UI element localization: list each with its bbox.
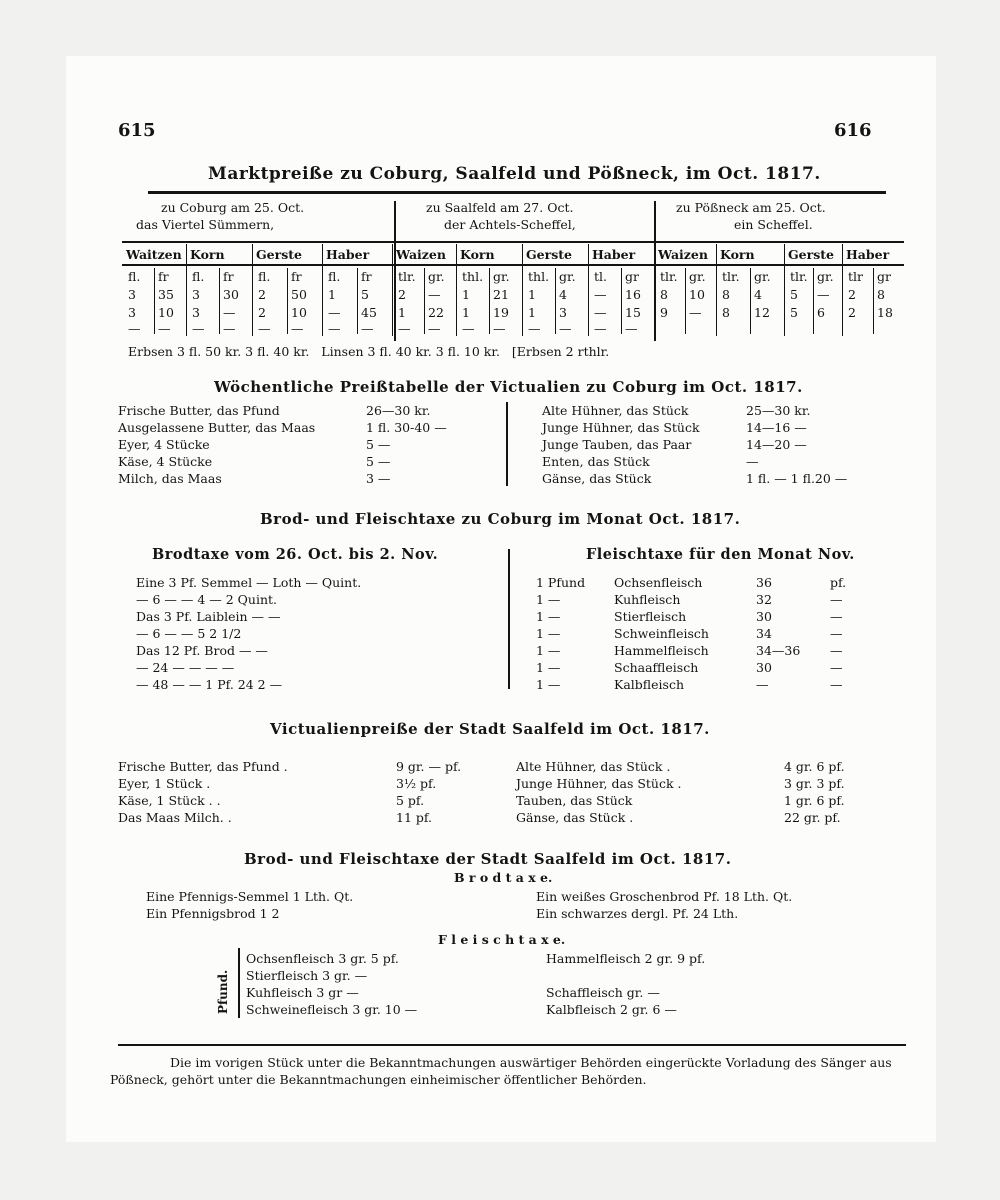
grain-header-cell: Gerste: [256, 247, 302, 262]
brodtaxe-row: Das 12 Pf. Brod — —: [136, 643, 268, 658]
table-cell: 1: [528, 287, 536, 302]
table-cell: 16: [625, 287, 641, 302]
fleisch-qty: 1 —: [536, 626, 561, 641]
price-value: 4 gr. 6 pf.: [784, 759, 845, 774]
fleisch-item: Hammelfleisch: [614, 643, 709, 658]
list-item-price: —: [746, 454, 759, 469]
fleisch-price: 36: [756, 575, 772, 590]
table-cell: 15: [625, 305, 641, 320]
grain-header-cell: Waizen: [396, 247, 446, 262]
column-rule: [322, 244, 323, 336]
price-item: Alte Hühner, das Stück .: [516, 759, 671, 774]
brodtaxe-row: — 48 — — 1 Pf. 24 2 —: [136, 677, 283, 692]
fleisch-qty: 1 —: [536, 592, 561, 607]
table-cell: 1: [462, 287, 470, 302]
table-cell: gr: [625, 269, 639, 284]
fleisch-item: Kalbfleisch: [614, 677, 684, 692]
grain-rule: [122, 264, 904, 266]
price-value: 5 pf.: [396, 793, 425, 808]
fleisch-unit: —: [830, 677, 843, 692]
fleisch-item: Stierfleisch: [614, 609, 687, 624]
column-rule: [186, 244, 187, 336]
fleisch-item: Schaaffleisch: [614, 660, 699, 675]
table-cell: 10: [689, 287, 705, 302]
price-item: Gänse, das Stück .: [516, 810, 634, 825]
fleischtaxe-subheading: F l e i s c h t a x e.: [438, 932, 566, 947]
grain-header-cell: Waizen: [658, 247, 708, 262]
table-cell: 35: [158, 287, 174, 302]
coburg-tax-title: Brod- und Fleischtaxe zu Coburg im Monat Oct. 1817.: [260, 510, 741, 528]
table-cell: —: [428, 287, 441, 302]
saalfeld-prices-title: Victualienpreiße der Stadt Saalfeld im Oct. 1817.: [270, 720, 710, 738]
brod-row-left: Ein Pfennigsbrod 1 2: [146, 906, 280, 921]
fleisch-item: Kuhfleisch: [614, 592, 681, 607]
table-cell: 3: [128, 305, 136, 320]
fleisch-qty: 1 —: [536, 643, 561, 658]
table-cell: 2: [398, 287, 406, 302]
fleisch-qty: 1 —: [536, 609, 561, 624]
table-cell: fl.: [328, 269, 341, 284]
subcolumn-rule: [219, 268, 220, 334]
fleisch-unit: pf.: [830, 575, 847, 590]
table-cell: gr.: [689, 269, 706, 284]
group-header-line2: das Viertel Sümmern,: [136, 217, 275, 232]
table-cell: 9: [660, 305, 668, 320]
subcolumn-rule: [154, 268, 155, 334]
table-cell: —: [462, 321, 475, 336]
table-cell: fr: [158, 269, 169, 284]
price-item: Käse, 1 Stück . .: [118, 793, 221, 808]
list-item-label: Käse, 4 Stücke: [118, 454, 213, 469]
price-value: 3½ pf.: [396, 776, 437, 791]
table-cell: 3: [559, 305, 567, 320]
table-cell: —: [328, 305, 341, 320]
table-cell: 5: [790, 305, 798, 320]
table-cell: gr.: [817, 269, 834, 284]
column-rule: [784, 244, 785, 336]
brodtaxe-row: — 24 — — — —: [136, 660, 235, 675]
table-cell: —: [223, 305, 236, 320]
fleisch-right-row: Schaffleisch gr. —: [546, 985, 660, 1000]
group-header-line1: zu Pößneck am 25. Oct.: [676, 200, 826, 215]
table-cell: fl.: [192, 269, 205, 284]
list-item-price: 14—16 —: [746, 420, 807, 435]
list-item-label: Enten, das Stück: [542, 454, 650, 469]
subcolumn-rule: [555, 268, 556, 334]
fleisch-unit: —: [830, 592, 843, 607]
table-cell: tlr: [848, 269, 863, 284]
fleisch-qty: 1 —: [536, 660, 561, 675]
price-item: Junge Hühner, das Stück .: [516, 776, 682, 791]
table-cell: 3: [192, 287, 200, 302]
list-item-label: Milch, das Maas: [118, 471, 222, 486]
fleisch-unit: —: [830, 660, 843, 675]
table-cell: 8: [877, 287, 885, 302]
tax-divider: [508, 549, 510, 689]
brodtaxe-row: — 6 — — 5 2 1/2: [136, 626, 242, 641]
group-header-line2: ein Scheffel.: [734, 217, 813, 232]
group-divider: [394, 201, 396, 341]
table-cell: gr.: [428, 269, 445, 284]
fleisch-unit: —: [830, 643, 843, 658]
column-rule: [654, 244, 655, 336]
fleisch-right-row: Kalbfleisch 2 gr. 6 —: [546, 1002, 677, 1017]
list-item-price: 25—30 kr.: [746, 403, 811, 418]
price-value: 11 pf.: [396, 810, 433, 825]
price-item: Eyer, 1 Stück .: [118, 776, 211, 791]
table-cell: 1: [398, 305, 406, 320]
table-cell: 8: [722, 305, 730, 320]
table-top-rule: [148, 191, 886, 194]
fleisch-right-row: Hammelfleisch 2 gr. 9 pf.: [546, 951, 706, 966]
table-cell: 2: [848, 287, 856, 302]
list-item-label: Frische Butter, das Pfund: [118, 403, 280, 418]
table-cell: tlr.: [722, 269, 740, 284]
grain-header-cell: Korn: [460, 247, 495, 262]
fleisch-item: Ochsenfleisch: [614, 575, 703, 590]
fleisch-price: 34: [756, 626, 772, 641]
table-cell: 19: [493, 305, 509, 320]
brodtaxe-subheading: B r o d t a x e.: [454, 870, 553, 885]
price-item: Tauben, das Stück: [516, 793, 633, 808]
table-cell: 12: [754, 305, 770, 320]
grain-header-cell: Gerste: [526, 247, 572, 262]
table-cell: tlr.: [398, 269, 416, 284]
table-cell: 1: [462, 305, 470, 320]
table-cell: gr: [877, 269, 891, 284]
subcolumn-rule: [813, 268, 814, 334]
group-header-line1: zu Coburg am 25. Oct.: [161, 200, 305, 215]
table-cell: 8: [722, 287, 730, 302]
table-cell: 2: [258, 287, 266, 302]
table-cell: 4: [559, 287, 567, 302]
subcolumn-rule: [685, 268, 686, 334]
table-cell: 5: [790, 287, 798, 302]
fleisch-left-row: Stierfleisch 3 gr. —: [246, 968, 368, 983]
fleisch-left-row: Ochsenfleisch 3 gr. 5 pf.: [246, 951, 399, 966]
table-cell: gr.: [493, 269, 510, 284]
subcolumn-rule: [750, 268, 751, 334]
price-value: 9 gr. — pf.: [396, 759, 462, 774]
table-cell: 50: [291, 287, 307, 302]
grain-header-cell: Haber: [846, 247, 890, 262]
list-item-price: 5 —: [366, 437, 391, 452]
table-cell: fr: [291, 269, 302, 284]
page-number-right: 616: [834, 120, 872, 141]
table-cell: —: [192, 321, 205, 336]
list-item-price: 26—30 kr.: [366, 403, 431, 418]
table-cell: fr: [223, 269, 234, 284]
table-cell: —: [361, 321, 374, 336]
table-cell: gr.: [754, 269, 771, 284]
fleisch-unit: —: [830, 626, 843, 641]
grain-header-cell: Korn: [190, 247, 225, 262]
fleisch-price: 32: [756, 592, 772, 607]
table-cell: —: [223, 321, 236, 336]
table-cell: —: [493, 321, 506, 336]
fleisch-price: 34—36: [756, 643, 801, 658]
list-item-label: Alte Hühner, das Stück: [542, 403, 689, 418]
pfund-side-label: Pfund.: [216, 969, 230, 1014]
table-cell: —: [625, 321, 638, 336]
brod-row-left: Eine Pfennigs-Semmel 1 Lth. Qt.: [146, 889, 354, 904]
table-cell: —: [128, 321, 141, 336]
column-rule: [456, 244, 457, 336]
grain-header-cell: Haber: [326, 247, 370, 262]
grain-header-cell: Haber: [592, 247, 636, 262]
table-cell: —: [398, 321, 411, 336]
table-cell: 6: [817, 305, 825, 320]
table-cell: —: [594, 321, 607, 336]
table-cell: thl.: [462, 269, 484, 284]
fleisch-price: 30: [756, 609, 772, 624]
table-cell: fr: [361, 269, 372, 284]
subcolumn-rule: [424, 268, 425, 334]
pfund-bracket: [238, 948, 240, 1018]
page-number-left: 615: [118, 120, 156, 141]
table-cell: fl.: [258, 269, 271, 284]
table-cell: —: [594, 305, 607, 320]
market-title: Marktpreiße zu Coburg, Saalfeld und Pößneck, im Oct. 1817.: [208, 164, 821, 184]
grain-header-cell: Waitzen: [126, 247, 182, 262]
list-item-label: Gänse, das Stück: [542, 471, 652, 486]
fleisch-qty: 1 Pfund: [536, 575, 586, 590]
table-cell: —: [559, 321, 572, 336]
grain-header-cell: Korn: [720, 247, 755, 262]
table-cell: —: [594, 287, 607, 302]
list-item-price: 1 fl. — 1 fl.20 —: [746, 471, 848, 486]
column-rule: [252, 244, 253, 336]
brod-row-right: Ein schwarzes dergl. Pf. 24 Lth.: [536, 906, 739, 921]
grain-header-cell: Gerste: [788, 247, 834, 262]
table-cell: tlr.: [790, 269, 808, 284]
subcolumn-rule: [287, 268, 288, 334]
table-cell: 8: [660, 287, 668, 302]
list-item-price: 5 —: [366, 454, 391, 469]
column-rule: [588, 244, 589, 336]
fleisch-price: —: [756, 677, 769, 692]
weekly-divider: [506, 402, 508, 486]
table-cell: 18: [877, 305, 893, 320]
subcolumn-rule: [621, 268, 622, 334]
table-cell: —: [689, 305, 702, 320]
saalfeld-tax-title: Brod- und Fleischtaxe der Stadt Saalfeld im Oct. 1817.: [244, 850, 732, 868]
table-cell: —: [817, 287, 830, 302]
price-item: Frische Butter, das Pfund .: [118, 759, 288, 774]
group-header-line2: der Achtels-Scheffel,: [444, 217, 576, 232]
fleischtaxe-title: Fleischtaxe für den Monat Nov.: [586, 546, 855, 563]
list-item-label: Ausgelassene Butter, das Maas: [118, 420, 316, 435]
table-cell: —: [528, 321, 541, 336]
table-cell: 45: [361, 305, 377, 320]
table-cell: 4: [754, 287, 762, 302]
column-rule: [392, 244, 393, 336]
group-rule: [122, 241, 904, 243]
table-cell: gr.: [559, 269, 576, 284]
table-cell: tl.: [594, 269, 607, 284]
table-cell: 2: [848, 305, 856, 320]
subcolumn-rule: [873, 268, 874, 334]
list-item-label: Junge Tauben, das Paar: [542, 437, 692, 452]
list-item-price: 1 fl. 30-40 —: [366, 420, 447, 435]
subcolumn-rule: [357, 268, 358, 334]
table-cell: fl.: [128, 269, 141, 284]
column-rule: [716, 244, 717, 336]
footnote-rule: [118, 1044, 906, 1046]
fleisch-item: Schweinfleisch: [614, 626, 709, 641]
table-cell: 1: [328, 287, 336, 302]
price-value: 22 gr. pf.: [784, 810, 841, 825]
table-cell: —: [428, 321, 441, 336]
price-item: Das Maas Milch. .: [118, 810, 232, 825]
list-item-label: Junge Hühner, das Stück: [542, 420, 700, 435]
table-cell: 30: [223, 287, 239, 302]
brodtaxe-row: — 6 — — 4 — 2 Quint.: [136, 592, 278, 607]
price-value: 1 gr. 6 pf.: [784, 793, 845, 808]
table-cell: tlr.: [660, 269, 678, 284]
column-rule: [842, 244, 843, 336]
fleisch-unit: —: [830, 609, 843, 624]
table-cell: 3: [192, 305, 200, 320]
table-cell: 2: [258, 305, 266, 320]
table-cell: 3: [128, 287, 136, 302]
table-cell: 21: [493, 287, 509, 302]
table-cell: 5: [361, 287, 369, 302]
table-cell: 22: [428, 305, 444, 320]
table-cell: thl.: [528, 269, 550, 284]
table-cell: —: [291, 321, 304, 336]
weekly-title: Wöchentliche Preißtabelle der Victualien zu Coburg im Oct. 1817.: [214, 378, 803, 396]
fleisch-left-row: Schweinefleisch 3 gr. 10 —: [246, 1002, 418, 1017]
list-item-price: 14—20 —: [746, 437, 807, 452]
column-rule: [522, 244, 523, 336]
list-item-price: 3 —: [366, 471, 391, 486]
brod-row-right: Ein weißes Groschenbrod Pf. 18 Lth. Qt.: [536, 889, 793, 904]
book-page: [66, 56, 936, 1142]
brodtaxe-row: Das 3 Pf. Laiblein — —: [136, 609, 281, 624]
table-cell: —: [328, 321, 341, 336]
table-cell: 10: [291, 305, 307, 320]
list-item-label: Eyer, 4 Stücke: [118, 437, 210, 452]
table-cell: 10: [158, 305, 174, 320]
table-cell: —: [158, 321, 171, 336]
footnote: Die im vorigen Stück unter die Bekanntmachungen auswärtiger Behörden eingerückte Vorladung des Sänger aus Pößneck, gehört unter die Bekanntmachungen einheimischer öffentlicher Behörden.: [110, 1055, 892, 1087]
table-cell: 1: [528, 305, 536, 320]
extra-prices: Erbsen 3 fl. 50 kr. 3 fl. 40 kr. Linsen 3 fl. 40 kr. 3 fl. 10 kr. [Erbsen 2 rthlr.: [128, 344, 610, 359]
group-header-line1: zu Saalfeld am 27. Oct.: [426, 200, 574, 215]
fleisch-left-row: Kuhfleisch 3 gr —: [246, 985, 359, 1000]
fleisch-price: 30: [756, 660, 772, 675]
subcolumn-rule: [489, 268, 490, 334]
brodtaxe-row: Eine 3 Pf. Semmel — Loth — Quint.: [136, 575, 362, 590]
price-value: 3 gr. 3 pf.: [784, 776, 845, 791]
table-cell: —: [258, 321, 271, 336]
fleisch-qty: 1 —: [536, 677, 561, 692]
brodtaxe-title: Brodtaxe vom 26. Oct. bis 2. Nov.: [152, 546, 439, 563]
